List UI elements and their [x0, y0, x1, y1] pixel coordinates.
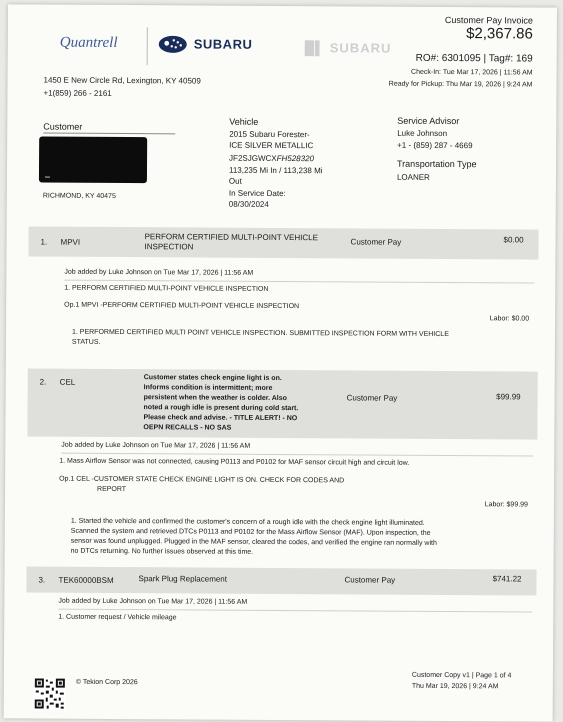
- in-service-date: 08/30/2024: [228, 199, 269, 209]
- dealer-phone: +1(859) 266 - 2161: [43, 88, 112, 98]
- job-pay-type: Customer Pay: [346, 393, 398, 403]
- vehicle-mileage: 113,235 Mi In / 113,238 Mi: [228, 165, 323, 176]
- vehicle-label: Vehicle: [229, 116, 259, 127]
- transport-value: LOANER: [396, 172, 430, 182]
- job-title: PERFORM CERTIFIED MULTI-POINT VEHICLE INSPECTION: [144, 232, 318, 252]
- job-operation: Op.1 MPVI -PERFORM CERTIFIED MULTI-POINT VEHICLE INSPECTION: [64, 301, 300, 311]
- tag-label: Tag#:: [488, 53, 514, 65]
- job-pay-type: Customer Pay: [350, 237, 402, 247]
- job-added-by: Job added by Luke Johnson on Tue Mar 17, 2026 | 11:56 AM: [58, 597, 248, 606]
- job-note: 1. Mass Airflow Sensor was not connected, causing P0113 and P0102 for MAF sensor circuit high and circuit low.: [59, 457, 410, 467]
- ro-tag-line: [416, 53, 533, 65]
- customer-label: Customer: [43, 121, 83, 132]
- advisor-name: Luke Johnson: [397, 128, 448, 139]
- qr-code-icon: [34, 677, 66, 709]
- job-title: Spark Plug Replacement: [138, 574, 228, 584]
- customer-underline: [43, 133, 175, 135]
- pickup-time: Ready for Pickup: Thu Mar 19, 2026 | 9:24 AM: [388, 80, 533, 89]
- logo-divider: [147, 27, 148, 65]
- job-number: 1.: [40, 237, 48, 247]
- vehicle-color: ICE SILVER METALLIC: [229, 140, 314, 151]
- job-labor: Labor: $0.00: [489, 315, 530, 323]
- ro-number: 6301095: [441, 52, 481, 65]
- pipe-separator: |: [483, 53, 487, 65]
- vehicle-vin: [229, 154, 314, 164]
- job-operation: Op.1 CEL -CUSTOMER STATE CHECK ENGINE LIGHT IS ON. CHECK FOR CODES AND REPORT: [59, 475, 345, 494]
- redacted-customer-info: [39, 137, 147, 184]
- bleed-through-mark: █▌ SUBARU: [304, 40, 392, 56]
- job-pay-type: Customer Pay: [344, 575, 396, 585]
- customer-city: RICHMOND, KY 40475: [42, 192, 116, 200]
- job-result: 1. PERFORMED CERTIFIED MULTI POINT VEHICLE INSPECTION. SUBMITTED INSPECTION FORM WITH VEHICLE STATUS.: [71, 328, 449, 346]
- subaru-star-icon: [158, 35, 188, 53]
- vehicle-mileage-out: Out: [228, 176, 242, 186]
- job-labor: Labor: $99.99: [484, 501, 528, 509]
- vin-suffix: FH528320: [276, 153, 315, 164]
- tag-number: 169: [515, 53, 533, 65]
- brand-logo: SUBARU: [193, 36, 253, 52]
- invoice-total: $2,367.86: [466, 25, 533, 43]
- job-amount: $99.99: [496, 392, 521, 402]
- job-note: 1. PERFORM CERTIFIED MULTI-POINT VEHICLE INSPECTION: [64, 284, 269, 293]
- vehicle-model: 2015 Subaru Forester-: [229, 129, 310, 140]
- job-title: Customer states check engine light is on. Informs condition is intermittent; more persistent when the weather is colder. Also noted a rough idle is present during cold start. Please check and advise. - TITLE ALERT! - NO OEPN RECALLS - NO SAS: [143, 374, 299, 432]
- invoice-page: [4, 4, 557, 721]
- advisor-phone: +1 - (859) 287 - 4669: [397, 140, 473, 151]
- dealer-address: 1450 E New Circle Rd, Lexington, KY 40509: [43, 75, 201, 86]
- job-amount: $0.00: [503, 235, 524, 245]
- transport-label: Transportation Type: [397, 158, 477, 170]
- job-code: CEL: [59, 377, 76, 387]
- footer-copy-info: Customer Copy v1 | Page 1 of 4: [411, 671, 512, 680]
- job-amount: $741.22: [492, 574, 522, 584]
- job-added-by: Job added by Luke Johnson on Tue Mar 17, 2026 | 11:56 AM: [64, 268, 254, 277]
- checkin-time: Check-In: Tue Mar 17, 2026 | 11:56 AM: [411, 68, 533, 77]
- vin-prefix: JF2SJGWCX: [229, 153, 277, 163]
- job-code: TEK60000BSM: [58, 575, 114, 585]
- dealer-logo: Quantrell: [59, 34, 118, 51]
- job-note: 1. Customer request / Vehicle mileage: [58, 613, 177, 622]
- job-result: 1. Started the vehicle and confirmed the customer's concern of a rough idle with the check engine light illuminated. Scanned the system and retrieved DTCs P0113 and P0102 for the Mass Airflow Sensor (MAF). Upon inspection, the sensor was found unplugged. Plugged in the MAF sensor, cleared the codes, and verified the engine ran normally with no DTCs returning. No further issues observed at this time.: [70, 517, 437, 556]
- footer-copyright: © Tekion Corp 2026: [75, 678, 138, 687]
- job-number: 2.: [39, 377, 47, 387]
- document-title: Customer Pay Invoice: [444, 14, 533, 26]
- ro-label: RO#:: [415, 52, 440, 64]
- job-number: 3.: [38, 575, 46, 585]
- advisor-label: Service Advisor: [397, 115, 460, 127]
- footer-printed-time: Thu Mar 19, 2026 | 9:24 AM: [411, 682, 499, 691]
- job-added-by: Job added by Luke Johnson on Tue Mar 17, 2026 | 11:56 AM: [61, 441, 251, 450]
- in-service-label: In Service Date:: [228, 188, 286, 199]
- job-code: MPVI: [60, 237, 81, 247]
